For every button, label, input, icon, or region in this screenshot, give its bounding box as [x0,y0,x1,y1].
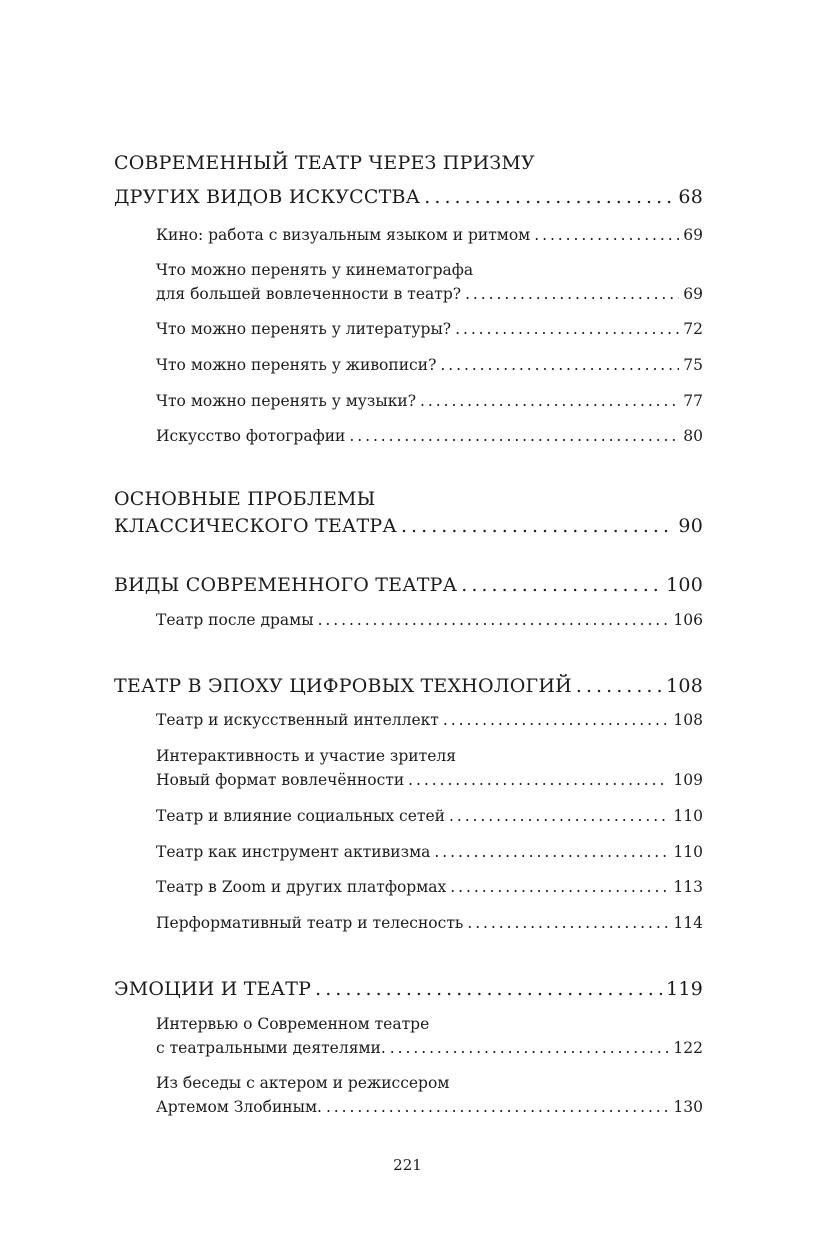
entry-title: Кино: работа с визуальным языком и ритмом [156,226,531,244]
entry-title: Театр и влияние социальных сетей [156,807,445,825]
entry-title: ТЕАТР В ЭПОХУ ЦИФРОВЫХ ТЕХНОЛОГИЙ [114,675,572,697]
toc-entry-chapter[interactable] [114,515,703,537]
dot-leader [443,711,670,729]
toc-entry[interactable] [156,356,703,374]
entry-title: Артемом Злобиным. [156,1098,322,1116]
entry-title: Театр и искусственный интеллект [156,711,439,729]
entry-title: ВИДЫ СОВРЕМЕННОГО ТЕАТРА [114,574,458,596]
dot-leader [465,285,679,303]
entry-title-line: Из беседы с актером и режиссером [156,1074,450,1092]
page-number: 77 [683,392,703,410]
chapter-title-line: ОСНОВНЫЕ ПРОБЛЕМЫ [114,488,376,510]
page-number: 110 [673,843,703,861]
toc-entry[interactable] [156,285,703,303]
entry-title: Театр после драмы [156,611,314,629]
page-number: 75 [683,356,703,374]
page-number: 113 [673,878,703,896]
page-number: 108 [666,675,703,697]
dot-leader [390,1039,670,1057]
entry-title: ДРУГИХ ВИДОВ ИСКУССТВА [114,186,421,208]
toc-entry[interactable] [156,392,703,410]
entry-title-line: Что можно перенять у кинематографа [156,261,474,279]
dot-leader [318,611,670,629]
entry-title: Театр в Zoom и других платформах [156,878,447,896]
dot-leader [315,978,662,1000]
page-number: 106 [673,611,703,629]
page-number: 119 [666,978,703,1000]
toc-entry[interactable] [156,771,703,789]
toc-entry[interactable] [156,807,703,825]
dot-leader [420,392,679,410]
toc-entry[interactable] [156,914,703,932]
page-number: 108 [673,711,703,729]
page-number: 69 [683,285,703,303]
dot-leader [534,226,679,244]
dot-leader [449,807,669,825]
toc-entry[interactable] [156,226,703,244]
entry-title: КЛАССИЧЕСКОГО ТЕАТРА [114,515,397,537]
page-number: 110 [673,807,703,825]
toc-entry-chapter[interactable] [114,186,703,208]
dot-leader [424,186,674,208]
toc-entry-chapter[interactable] [114,675,703,697]
page-number: 100 [666,574,703,596]
entry-title: Искусство фотографии [156,427,346,445]
dot-leader [440,356,679,374]
dot-leader [450,878,669,896]
page-number: 69 [683,226,703,244]
dot-leader [455,320,679,338]
page-number: 130 [673,1098,703,1116]
page-folio: 221 [393,1156,422,1174]
entry-title: ЭМОЦИИ И ТЕАТР [114,978,312,1000]
toc-entry[interactable] [156,427,703,445]
toc-entry[interactable] [156,711,703,729]
entry-title: Новый формат вовлечённости [156,771,405,789]
dot-leader [576,675,662,697]
entry-title: с театральными деятелями. [156,1039,386,1057]
entry-title: Что можно перенять у музыки? [156,392,417,410]
entry-title: Театр как инструмент активизма [156,843,431,861]
page-number: 72 [683,320,703,338]
toc-entry-chapter[interactable] [114,574,703,596]
entry-title: Перформативный театр и телесность [156,914,464,932]
page-number: 122 [673,1039,703,1057]
dot-leader [408,771,669,789]
chapter-title-line: СОВРЕМЕННЫЙ ТЕАТР ЧЕРЕЗ ПРИЗМУ [114,152,535,174]
page-number: 114 [673,914,703,932]
page-number: 80 [683,427,703,445]
toc-entry[interactable] [156,878,703,896]
dot-leader [434,843,669,861]
page-number: 109 [673,771,703,789]
dot-leader [349,427,679,445]
page-number: 90 [678,515,703,537]
entry-title-line: Интерактивность и участие зрителя [156,747,456,765]
toc-entry[interactable] [156,611,703,629]
toc-entry[interactable] [156,1039,703,1057]
dot-leader [326,1098,669,1116]
entry-title: Что можно перенять у живописи? [156,356,437,374]
toc-entry[interactable] [156,320,703,338]
toc-entry-chapter[interactable] [114,978,703,1000]
entry-title: для большей вовлеченности в театр? [156,285,462,303]
dot-leader [467,914,669,932]
toc-entry[interactable] [156,843,703,861]
entry-title-line: Интервью о Современном театре [156,1015,430,1033]
page-number: 68 [678,186,703,208]
dot-leader [401,515,674,537]
dot-leader [461,574,662,596]
entry-title: Что можно перенять у литературы? [156,320,452,338]
toc-entry[interactable] [156,1098,703,1116]
